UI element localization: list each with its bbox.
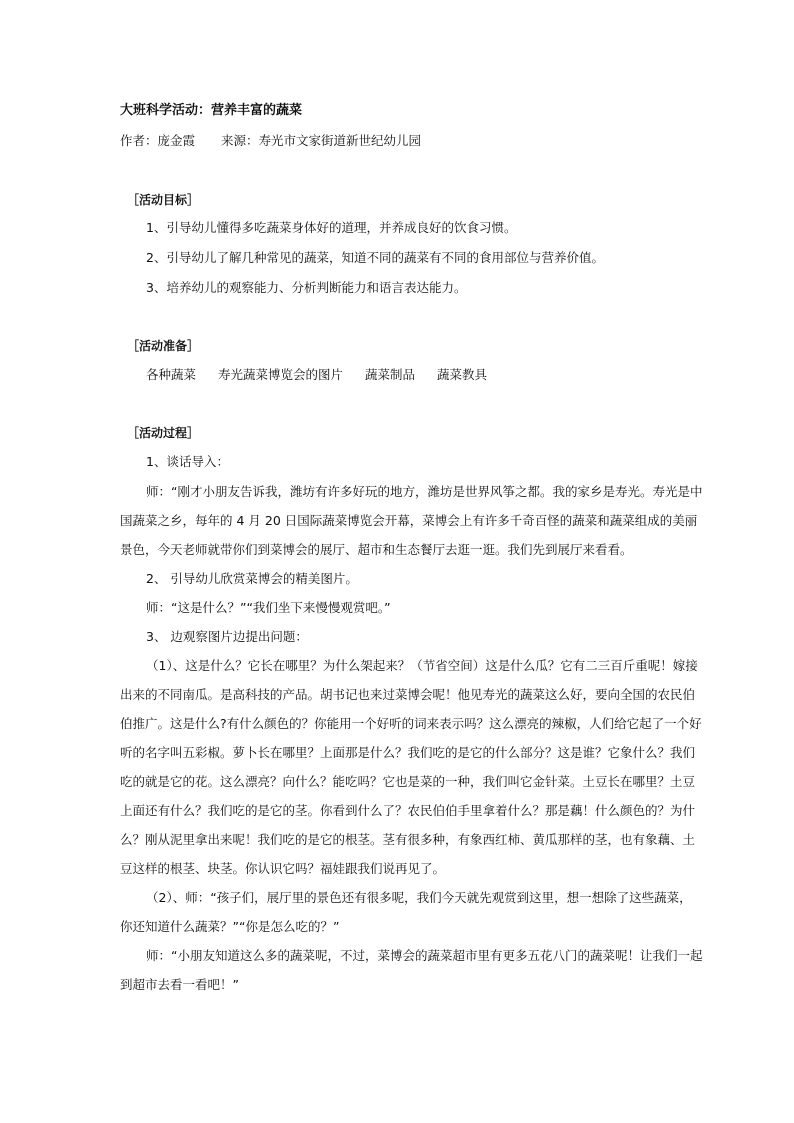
process-line: 师：“刚才小朋友告诉我，潍坊有许多好玩的地方，潍坊是世界风筝之都。我的家乡是寿光。寿光是中 (146, 484, 703, 499)
process-line: 听的名字叫五彩椒。萝卜长在哪里？上面那是什么？我们吃的是它的什么部分？这是谁？它象什么？我们 (120, 745, 696, 760)
process-line: 出来的不同南瓜。是高科技的产品。胡书记也来过菜博会呢！他见寿光的蔬菜这么好，要向全国的农民伯 (120, 687, 696, 702)
process-heading: ［活动过程］ (127, 426, 200, 440)
prep-item: 寿光蔬菜博览会的图片 (218, 367, 344, 382)
process-line: （2）、师：“孩子们，展厅里的景色还有很多呢，我们今天就先观赏到这里，想一想除了这些蔬菜， (146, 890, 692, 905)
prep-heading: ［活动准备］ (127, 339, 200, 353)
prep-item: 各种蔬菜 (146, 367, 197, 382)
process-line: 1、谈话导入： (146, 454, 229, 469)
goal-item: 1、引导幼儿懂得多吃蔬菜身体好的道理，并养成良好的饮食习惯。 (146, 220, 517, 235)
process-line: 豆这样的根茎、块茎。你认识它吗？福娃跟我们说再见了。 (120, 861, 446, 876)
process-line: 国蔬菜之乡，每年的 4 月 20 日国际蔬菜博览会开幕，菜博会上有许多千奇百怪的蔬菜和蔬菜组成的美丽 (120, 513, 698, 528)
process-line: 吃的就是它的花。这么漂亮？向什么？能吃吗？它也是菜的一种，我们叫它金针菜。土豆长在哪里？土豆 (120, 774, 696, 789)
source-label: 来源：寿光市文家街道新世纪幼儿园 (221, 133, 422, 148)
process-line: 么？刚从泥里拿出来呢！我们吃的是它的根茎。茎有很多种，有象西红柿、黄瓜那样的茎，也有象藕、土 (120, 832, 696, 847)
process-line: 你还知道什么蔬菜？”“你是怎么吃的？” (120, 919, 340, 934)
prep-item: 蔬菜制品 (365, 367, 416, 382)
process-line: 伯推广。这是什么?有什么颜色的？你能用一个好听的词来表示吗？这么漂亮的辣椒，人们给它起了一个好 (120, 716, 702, 731)
author-source-line (120, 133, 421, 149)
process-line: 2、 引导幼儿欣赏菜博会的精美图片。 (146, 571, 358, 586)
process-line: 上面还有什么？我们吃的是它的茎。你看到什么了？农民伯伯手里拿着什么？那是藕！什么颜色的？为什 (120, 803, 696, 818)
process-line: （1）、这是什么？它长在哪里？为什么架起来？（节省空间）这是什么瓜？它有二三百斤重呢！嫁接 (146, 658, 698, 673)
goals-heading: ［活动目标］ (127, 193, 200, 207)
process-line: 3、 边观察图片边提出问题： (146, 629, 308, 644)
goal-item: 3、培养幼儿的观察能力、分析判断能力和语言表达能力。 (146, 280, 467, 295)
process-line: 景色，今天老师就带你们到菜博会的展厅、超市和生态餐厅去逛一逛。我们先到展厅来看看。 (120, 542, 633, 557)
process-line: 师：“小朋友知道这么多的蔬菜呢，不过，菜博会的蔬菜超市里有更多五花八门的蔬菜呢！让我们一起 (146, 948, 703, 963)
prep-item: 蔬菜教具 (437, 367, 488, 382)
prep-list (146, 367, 509, 383)
author-label: 作者：庞金霞 (120, 133, 196, 148)
process-line: 到超市去看一看吧！” (120, 977, 239, 992)
goal-item: 2、引导幼儿了解几种常见的蔬菜，知道不同的蔬菜有不同的食用部位与营养价值。 (146, 250, 604, 265)
process-line: 师：“这是什么？”“我们坐下来慢慢观赏吧。” (146, 600, 391, 615)
document-title: 大班科学活动：营养丰富的蔬菜 (120, 103, 303, 118)
